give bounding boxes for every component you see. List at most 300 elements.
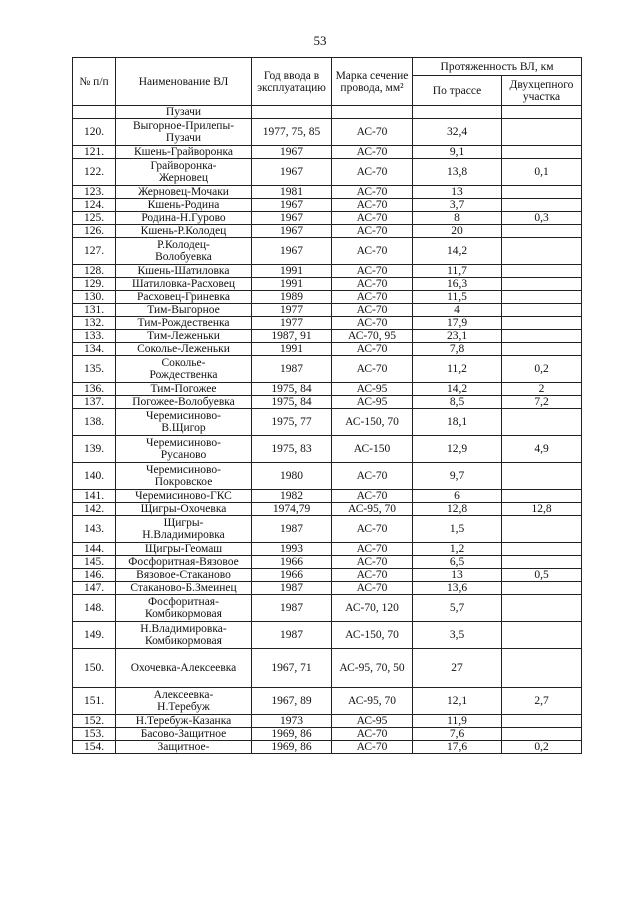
line-name — [116, 728, 252, 741]
line-name — [116, 278, 252, 291]
commission-year: 1987 — [252, 622, 332, 649]
line-name-part: Волобуевка — [155, 251, 212, 263]
line-name — [116, 556, 252, 569]
length-by-route: 4 — [413, 304, 502, 317]
header-year: Год ввода в эксплуатацию — [252, 58, 332, 106]
commission-year: 1987, 91 — [252, 330, 332, 343]
header-double-circuit: Двухцепного участка — [502, 76, 582, 106]
table-row — [73, 622, 582, 649]
length-by-route: 16,3 — [413, 278, 502, 291]
table-row — [73, 436, 582, 463]
length-double-circuit — [502, 556, 582, 569]
wire-brand: АС-70 — [332, 238, 413, 265]
wire-brand: АС-70 — [332, 582, 413, 595]
commission-year: 1982 — [252, 490, 332, 503]
table-row — [73, 688, 582, 715]
length-by-route: 13 — [413, 186, 502, 199]
line-name-part: Соколье- — [161, 357, 206, 369]
table-row — [73, 238, 582, 265]
line-name — [116, 741, 252, 754]
line-name-part: Тим-Леженьки — [147, 330, 220, 342]
row-number: 137. — [73, 396, 116, 409]
length-by-route: 11,2 — [413, 356, 502, 383]
line-name-part: Стаканово-Б.Змеинец — [130, 582, 237, 594]
line-name-part: Вязовое-Стаканово — [136, 569, 231, 581]
wire-brand: АС-70 — [332, 543, 413, 556]
line-name-part: Рождественка — [149, 369, 218, 381]
wire-brand: АС-95, 70 — [332, 688, 413, 715]
length-double-circuit: 2,7 — [502, 688, 582, 715]
line-name-part: Покровское — [154, 476, 213, 488]
length-double-circuit — [502, 330, 582, 343]
line-name — [116, 503, 252, 516]
commission-year: 1967, 89 — [252, 688, 332, 715]
length-by-route: 13,6 — [413, 582, 502, 595]
length-by-route: 12,1 — [413, 688, 502, 715]
line-name-part: Погожее-Волобуевка — [132, 396, 235, 408]
table-row — [73, 409, 582, 436]
row-number: 140. — [73, 463, 116, 490]
commission-year: 1974,79 — [252, 503, 332, 516]
length-by-route: 1,5 — [413, 516, 502, 543]
line-name — [116, 463, 252, 490]
length-by-route: 3,7 — [413, 199, 502, 212]
length-double-circuit — [502, 186, 582, 199]
row-number: 126. — [73, 225, 116, 238]
commission-year: 1975, 84 — [252, 396, 332, 409]
row-number: 150. — [73, 649, 116, 688]
wire-brand: АС-150 — [332, 436, 413, 463]
line-name — [116, 436, 252, 463]
row-number: 134. — [73, 343, 116, 356]
line-name-part: Выгорное-Прилепы- — [132, 120, 235, 132]
wire-brand: АС-70 — [332, 291, 413, 304]
line-name-part: Н.Теребуж — [157, 701, 210, 713]
row-number: 142. — [73, 503, 116, 516]
length-double-circuit — [502, 238, 582, 265]
line-name-part: Черемисиново-ГКС — [135, 490, 232, 502]
row-number: 127. — [73, 238, 116, 265]
line-name — [116, 516, 252, 543]
commission-year: 1980 — [252, 463, 332, 490]
length-double-circuit: 0,1 — [502, 159, 582, 186]
commission-year: 1967 — [252, 238, 332, 265]
power-lines-table — [72, 57, 582, 754]
row-number: 130. — [73, 291, 116, 304]
row-number: 131. — [73, 304, 116, 317]
row-number: 154. — [73, 741, 116, 754]
commission-year: 1969, 86 — [252, 741, 332, 754]
line-name-part: Басово-Защитное — [140, 728, 227, 740]
table-row — [73, 715, 582, 728]
line-name — [116, 595, 252, 622]
table-row — [73, 463, 582, 490]
length-by-route: 11,7 — [413, 265, 502, 278]
table-row — [73, 569, 582, 582]
row-number: 151. — [73, 688, 116, 715]
table-row — [73, 278, 582, 291]
table-row — [73, 741, 582, 754]
row-number: 143. — [73, 516, 116, 543]
commission-year: 1967 — [252, 225, 332, 238]
length-double-circuit: 2 — [502, 383, 582, 396]
line-name-part: Щигры-Геомаш — [144, 543, 223, 555]
commission-year: 1977 — [252, 317, 332, 330]
row-number: 138. — [73, 409, 116, 436]
wire-brand: АС-70 — [332, 199, 413, 212]
table-row — [73, 186, 582, 199]
section-row — [73, 106, 582, 119]
length-double-circuit — [502, 409, 582, 436]
table-row — [73, 356, 582, 383]
line-name — [116, 715, 252, 728]
line-name — [116, 317, 252, 330]
length-by-route: 20 — [413, 225, 502, 238]
length-double-circuit — [502, 199, 582, 212]
header-by-route: По трассе — [413, 76, 502, 106]
wire-brand: АС-95, 70 — [332, 503, 413, 516]
line-name-part: Фосфоритная-Вязовое — [128, 556, 239, 568]
line-name-part: Алексеевка- — [153, 689, 214, 701]
table-row — [73, 304, 582, 317]
length-by-route: 11,5 — [413, 291, 502, 304]
length-by-route: 11,9 — [413, 715, 502, 728]
row-number: 139. — [73, 436, 116, 463]
length-double-circuit — [502, 291, 582, 304]
line-name — [116, 396, 252, 409]
row-number: 141. — [73, 490, 116, 503]
line-name-part: Шатиловка-Расховец — [132, 278, 235, 290]
line-name-part: Щигры-Охочевка — [140, 503, 227, 515]
wire-brand: АС-70, 95 — [332, 330, 413, 343]
line-name — [116, 343, 252, 356]
line-name-part: Расховец-Гриневка — [137, 291, 230, 303]
length-double-circuit — [502, 490, 582, 503]
wire-brand: АС-150, 70 — [332, 409, 413, 436]
row-number: 120. — [73, 119, 116, 146]
table-row — [73, 503, 582, 516]
line-name-part: Кшень-Шатиловка — [137, 265, 230, 277]
length-double-circuit: 4,9 — [502, 436, 582, 463]
commission-year: 1991 — [252, 343, 332, 356]
line-name — [116, 199, 252, 212]
length-double-circuit: 0,3 — [502, 212, 582, 225]
length-by-route: 12,9 — [413, 436, 502, 463]
line-name-part: Р.Колодец- — [157, 239, 210, 251]
wire-brand: АС-70 — [332, 186, 413, 199]
length-double-circuit — [502, 728, 582, 741]
line-name-part: Жерновец — [158, 172, 209, 184]
table-row — [73, 317, 582, 330]
table-row — [73, 291, 582, 304]
wire-brand: АС-95 — [332, 383, 413, 396]
length-by-route: 14,2 — [413, 238, 502, 265]
line-name-part: Комбикормовая — [145, 635, 222, 647]
table-row — [73, 159, 582, 186]
line-name — [116, 186, 252, 199]
length-double-circuit — [502, 582, 582, 595]
length-by-route: 18,1 — [413, 409, 502, 436]
line-name-part: Соколье-Леженьки — [137, 343, 230, 355]
wire-brand: АС-70 — [332, 556, 413, 569]
length-by-route: 3,5 — [413, 622, 502, 649]
header-brand: Марка сечение провода, мм² — [332, 58, 413, 106]
table-row — [73, 582, 582, 595]
length-double-circuit — [502, 304, 582, 317]
length-by-route: 8 — [413, 212, 502, 225]
wire-brand: АС-70 — [332, 343, 413, 356]
line-name-part: Пузачи — [165, 132, 202, 144]
row-number: 121. — [73, 146, 116, 159]
line-name-part: Русаново — [160, 449, 207, 461]
table-row — [73, 516, 582, 543]
commission-year: 1981 — [252, 186, 332, 199]
row-number: 122. — [73, 159, 116, 186]
row-number: 128. — [73, 265, 116, 278]
commission-year: 1991 — [252, 278, 332, 291]
row-number: 147. — [73, 582, 116, 595]
line-name — [116, 225, 252, 238]
wire-brand: АС-70 — [332, 159, 413, 186]
length-by-route: 13,8 — [413, 159, 502, 186]
length-by-route: 23,1 — [413, 330, 502, 343]
table-row — [73, 330, 582, 343]
length-double-circuit — [502, 265, 582, 278]
table-row — [73, 343, 582, 356]
section-label: Пузачи — [116, 106, 252, 119]
line-name — [116, 688, 252, 715]
table-row — [73, 543, 582, 556]
line-name — [116, 119, 252, 146]
table-row — [73, 595, 582, 622]
commission-year: 1966 — [252, 556, 332, 569]
line-name — [116, 490, 252, 503]
header-length-group: Протяженность ВЛ, км — [413, 58, 582, 76]
table-row — [73, 490, 582, 503]
table-row — [73, 265, 582, 278]
commission-year: 1975, 84 — [252, 383, 332, 396]
length-double-circuit — [502, 119, 582, 146]
commission-year: 1973 — [252, 715, 332, 728]
line-name — [116, 212, 252, 225]
line-name-part: Кшень-Грайворонка — [133, 146, 234, 158]
line-name — [116, 582, 252, 595]
table-row — [73, 119, 582, 146]
row-number: 146. — [73, 569, 116, 582]
wire-brand: АС-95, 70, 50 — [332, 649, 413, 688]
length-by-route: 27 — [413, 649, 502, 688]
length-double-circuit — [502, 622, 582, 649]
wire-brand: АС-70, 120 — [332, 595, 413, 622]
wire-brand: АС-70 — [332, 225, 413, 238]
line-name-part: В.Щигор — [161, 422, 206, 434]
length-double-circuit: 0,2 — [502, 741, 582, 754]
line-name-part: Черемисиново- — [146, 464, 221, 476]
wire-brand: АС-70 — [332, 728, 413, 741]
line-name-part: Тим-Выгорное — [147, 304, 220, 316]
row-number: 149. — [73, 622, 116, 649]
row-number: 145. — [73, 556, 116, 569]
length-double-circuit: 12,8 — [502, 503, 582, 516]
line-name — [116, 265, 252, 278]
line-name — [116, 304, 252, 317]
wire-brand: АС-70 — [332, 317, 413, 330]
length-double-circuit — [502, 516, 582, 543]
wire-brand: АС-70 — [332, 146, 413, 159]
wire-brand: АС-150, 70 — [332, 622, 413, 649]
length-by-route: 8,5 — [413, 396, 502, 409]
table-row — [73, 225, 582, 238]
length-by-route: 7,8 — [413, 343, 502, 356]
line-name — [116, 383, 252, 396]
row-number: 133. — [73, 330, 116, 343]
header-num: № п/п — [73, 58, 116, 106]
row-number: 152. — [73, 715, 116, 728]
line-name — [116, 330, 252, 343]
commission-year: 1989 — [252, 291, 332, 304]
wire-brand: АС-70 — [332, 304, 413, 317]
table-row — [73, 199, 582, 212]
line-name-part: Н.Теребуж-Казанка — [135, 715, 232, 727]
table-row — [73, 383, 582, 396]
commission-year: 1969, 86 — [252, 728, 332, 741]
length-double-circuit — [502, 317, 582, 330]
page-number: 53 — [313, 33, 327, 48]
length-by-route: 12,8 — [413, 503, 502, 516]
commission-year: 1977, 75, 85 — [252, 119, 332, 146]
wire-brand: АС-70 — [332, 278, 413, 291]
wire-brand: АС-95 — [332, 396, 413, 409]
wire-brand: АС-95 — [332, 715, 413, 728]
length-double-circuit — [502, 225, 582, 238]
length-by-route: 14,2 — [413, 383, 502, 396]
line-name-part: Щигры- — [163, 517, 204, 529]
line-name — [116, 356, 252, 383]
length-by-route: 1,2 — [413, 543, 502, 556]
row-number: 125. — [73, 212, 116, 225]
line-name — [116, 409, 252, 436]
table-row — [73, 146, 582, 159]
line-name-part: Комбикормовая — [145, 608, 222, 620]
line-name-part: Кшень-Р.Колодец — [140, 225, 227, 237]
table-row — [73, 556, 582, 569]
line-name-part: Тим-Рождественка — [137, 317, 230, 329]
length-by-route: 7,6 — [413, 728, 502, 741]
length-double-circuit: 0,2 — [502, 356, 582, 383]
wire-brand: АС-70 — [332, 212, 413, 225]
commission-year: 1967 — [252, 212, 332, 225]
length-by-route: 32,4 — [413, 119, 502, 146]
wire-brand: АС-70 — [332, 569, 413, 582]
commission-year: 1991 — [252, 265, 332, 278]
length-by-route: 17,9 — [413, 317, 502, 330]
commission-year: 1967 — [252, 159, 332, 186]
line-name-part: Фосфоритная- — [148, 596, 219, 608]
line-name-part: Черемисиново- — [146, 437, 221, 449]
line-name-part: Родина-Н.Гурово — [141, 212, 226, 224]
line-name-part: Черемисиново- — [146, 410, 221, 422]
line-name — [116, 543, 252, 556]
line-name-part: Грайворонка- — [150, 160, 217, 172]
row-number: 123. — [73, 186, 116, 199]
length-by-route: 13 — [413, 569, 502, 582]
commission-year: 1987 — [252, 516, 332, 543]
row-number: 144. — [73, 543, 116, 556]
length-by-route: 9,7 — [413, 463, 502, 490]
length-double-circuit — [502, 595, 582, 622]
line-name-part: Жерновец-Мочаки — [138, 186, 229, 198]
commission-year: 1987 — [252, 582, 332, 595]
line-name-part: Н.Владимировка — [142, 529, 225, 541]
commission-year: 1966 — [252, 569, 332, 582]
line-name — [116, 569, 252, 582]
line-name-part: Защитное- — [157, 741, 210, 753]
wire-brand: АС-70 — [332, 490, 413, 503]
table-row — [73, 396, 582, 409]
table-row — [73, 649, 582, 688]
line-name — [116, 159, 252, 186]
length-double-circuit — [502, 146, 582, 159]
length-by-route: 9,1 — [413, 146, 502, 159]
row-number: 148. — [73, 595, 116, 622]
length-double-circuit — [502, 649, 582, 688]
commission-year: 1967, 71 — [252, 649, 332, 688]
commission-year: 1975, 77 — [252, 409, 332, 436]
length-double-circuit — [502, 463, 582, 490]
commission-year: 1977 — [252, 304, 332, 317]
length-by-route: 6,5 — [413, 556, 502, 569]
line-name — [116, 291, 252, 304]
length-by-route: 5,7 — [413, 595, 502, 622]
length-double-circuit — [502, 715, 582, 728]
length-by-route: 17,6 — [413, 741, 502, 754]
length-by-route: 6 — [413, 490, 502, 503]
line-name-part: Кшень-Родина — [147, 199, 220, 211]
wire-brand: АС-70 — [332, 516, 413, 543]
commission-year: 1975, 83 — [252, 436, 332, 463]
commission-year: 1987 — [252, 595, 332, 622]
line-name — [116, 146, 252, 159]
length-double-circuit — [502, 278, 582, 291]
wire-brand: АС-70 — [332, 119, 413, 146]
length-double-circuit — [502, 343, 582, 356]
wire-brand: АС-70 — [332, 463, 413, 490]
header-name: Наименование ВЛ — [116, 58, 252, 106]
wire-brand: АС-70 — [332, 741, 413, 754]
line-name-part: Охочевка-Алексеевка — [130, 662, 237, 674]
line-name — [116, 238, 252, 265]
length-double-circuit: 0,5 — [502, 569, 582, 582]
row-number: 153. — [73, 728, 116, 741]
row-number: 132. — [73, 317, 116, 330]
commission-year: 1987 — [252, 356, 332, 383]
row-number: 129. — [73, 278, 116, 291]
wire-brand: АС-70 — [332, 356, 413, 383]
wire-brand: АС-70 — [332, 265, 413, 278]
table-row — [73, 212, 582, 225]
table-body — [73, 106, 582, 754]
row-number: 136. — [73, 383, 116, 396]
length-double-circuit — [502, 543, 582, 556]
commission-year: 1967 — [252, 146, 332, 159]
line-name — [116, 622, 252, 649]
line-name-part: Н.Владимировка- — [140, 623, 227, 635]
commission-year: 1993 — [252, 543, 332, 556]
commission-year: 1967 — [252, 199, 332, 212]
line-name-part: Тим-Погожее — [150, 383, 217, 395]
row-number: 124. — [73, 199, 116, 212]
row-number: 135. — [73, 356, 116, 383]
